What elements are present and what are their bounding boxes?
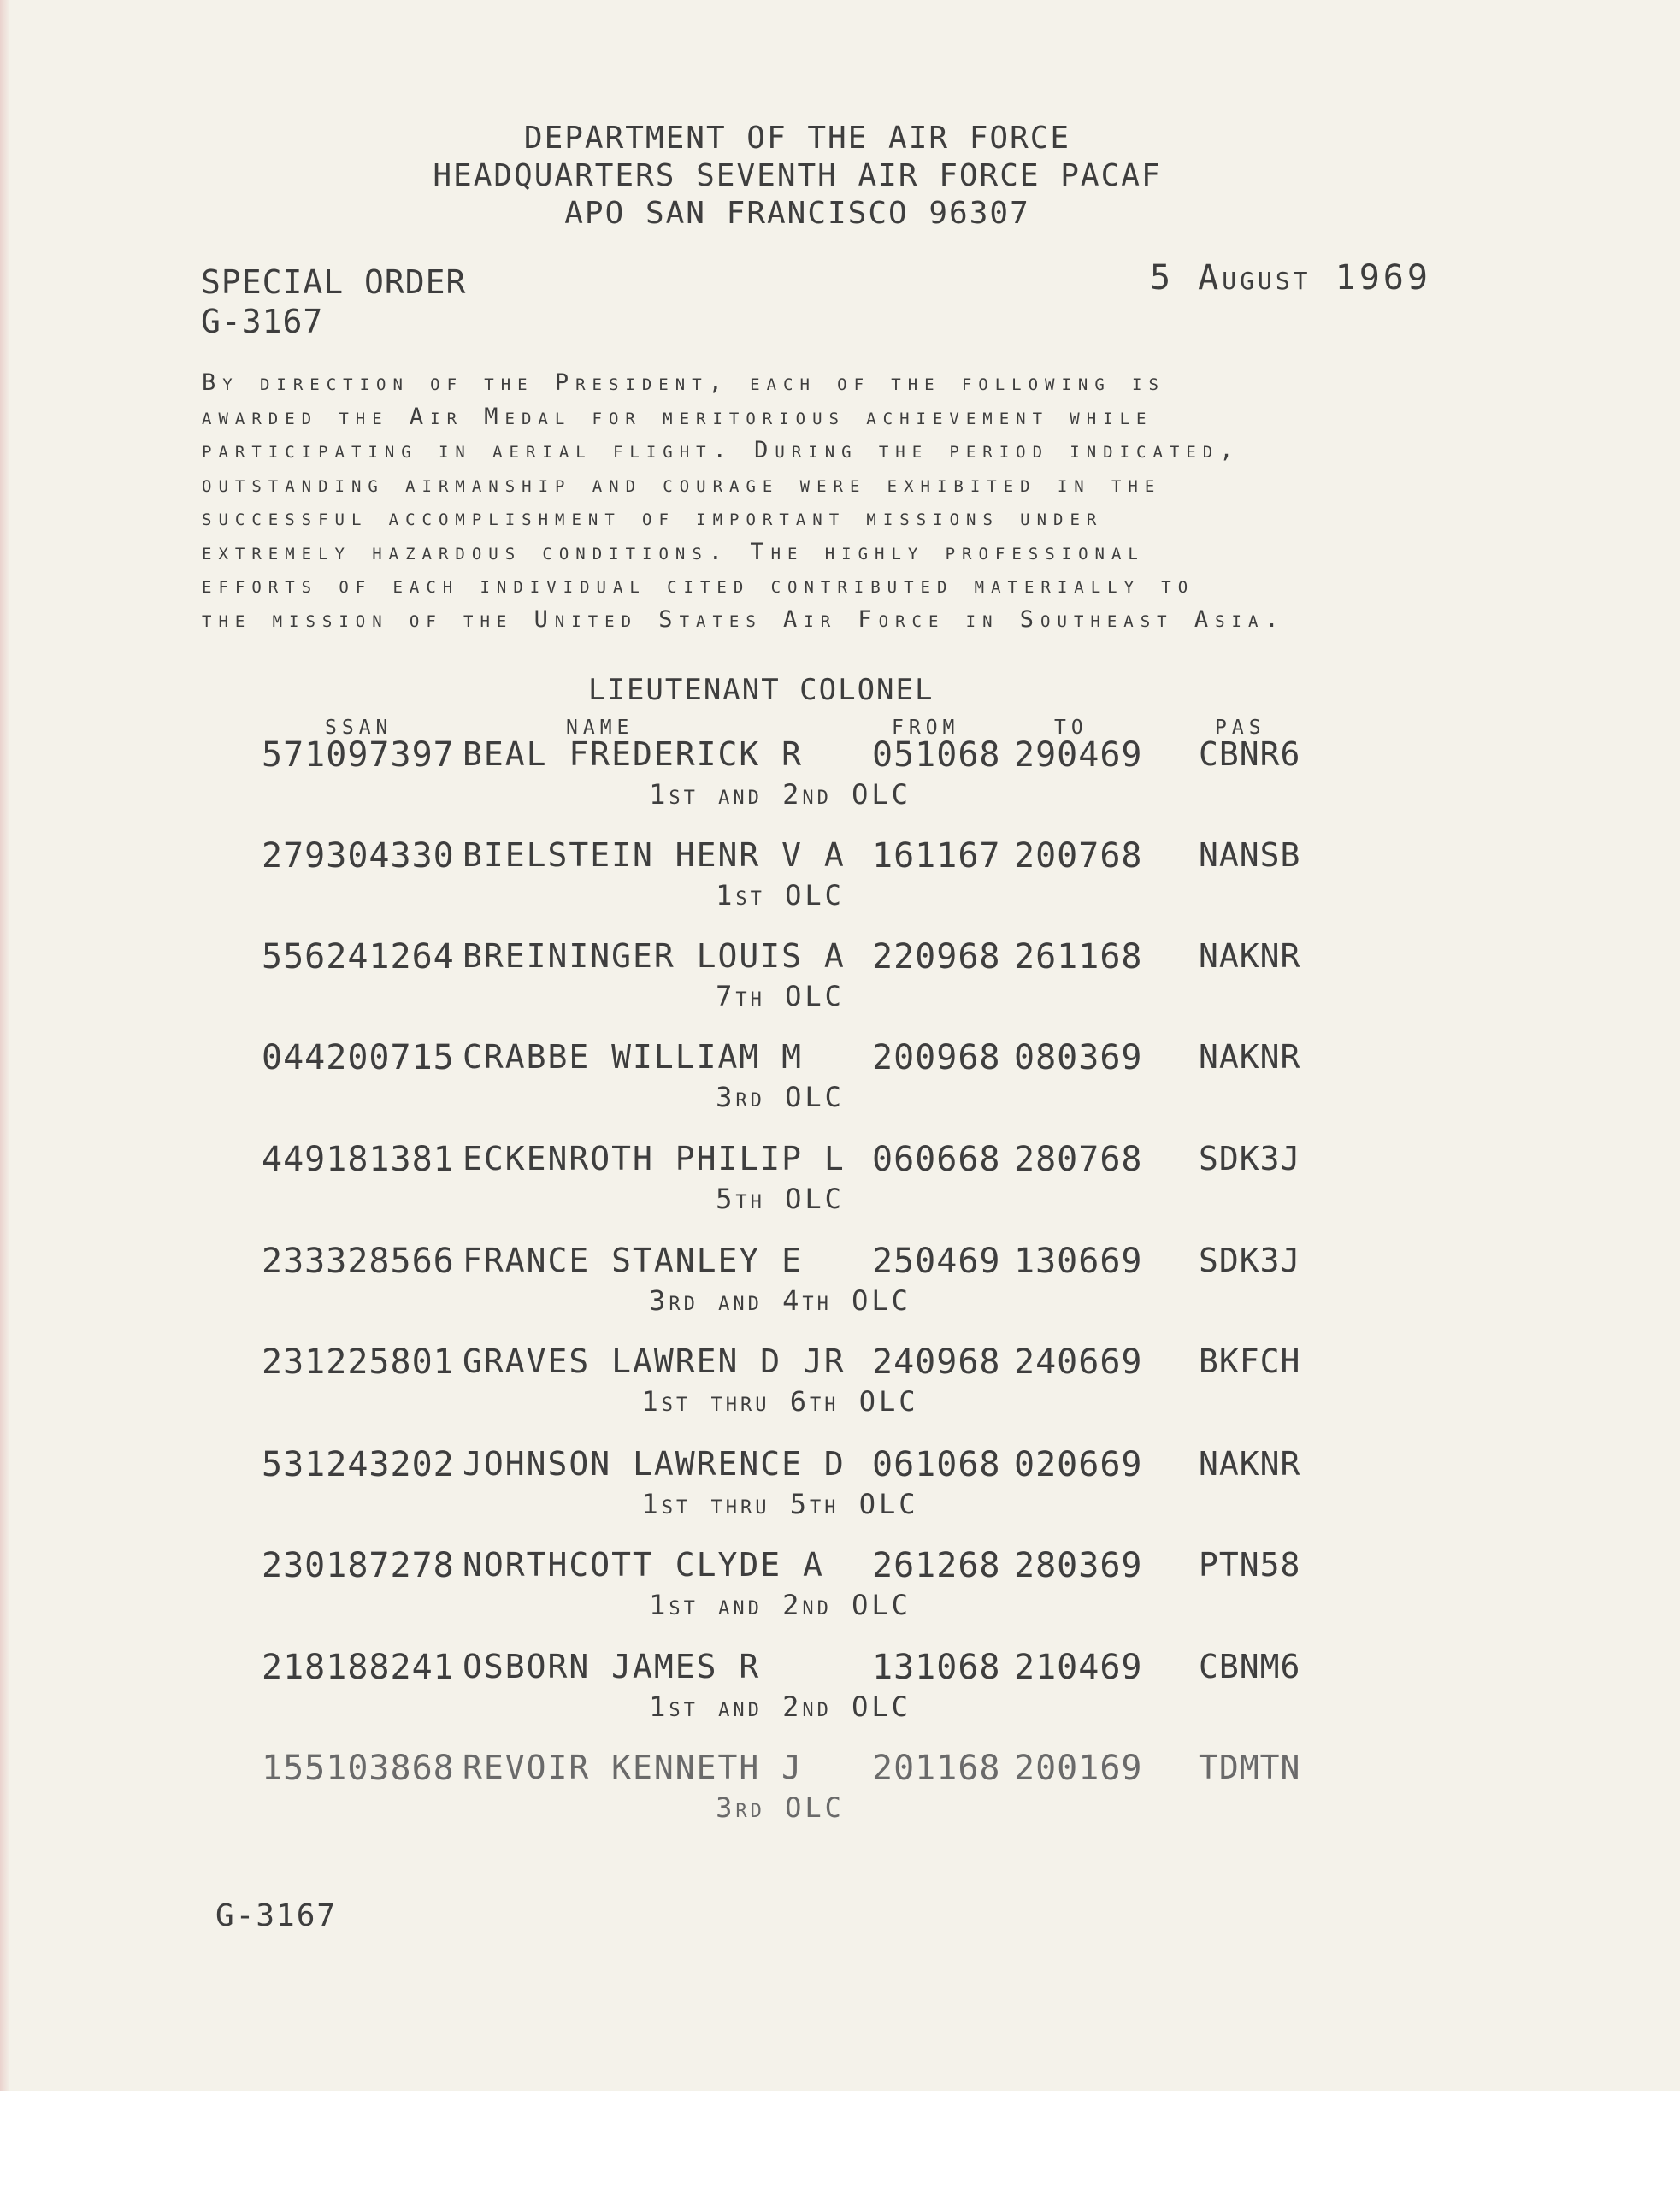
citation-line: extremely hazardous conditions. The highly professional: [202, 538, 1145, 565]
entry-olc: 1st and 2nd OLC: [649, 778, 911, 811]
entry-from: 220968: [872, 937, 1001, 976]
entry-olc: 3rd OLC: [716, 1081, 845, 1113]
citation-line: outstanding airmanship and courage were exhibited in the: [202, 470, 1162, 498]
entry-pas: NAKNR: [1199, 937, 1301, 975]
entry-name: BEAL FREDERICK R: [463, 735, 804, 773]
entry-pas: TDMTN: [1199, 1749, 1301, 1786]
awardee-entry: [0, 1140, 1680, 1234]
entry-from: 261268: [872, 1546, 1001, 1585]
entry-to: 210469: [1014, 1648, 1143, 1687]
awardee-entry: [0, 1445, 1680, 1539]
entry-to: 261168: [1014, 937, 1143, 976]
entry-pas: SDK3J: [1199, 1140, 1301, 1177]
entry-name: BIELSTEIN HENR V A: [463, 836, 846, 874]
entry-from: 240968: [872, 1342, 1001, 1382]
letterhead: [0, 120, 1637, 233]
citation-paragraph: [202, 366, 1484, 636]
citation-line: participating in aerial flight. During the period indicated,: [202, 437, 1241, 463]
column-header-pas: PAS: [1215, 717, 1266, 739]
letterhead-line: DEPARTMENT OF THE AIR FORCE: [523, 121, 1071, 156]
column-header-to: TO: [1054, 717, 1088, 739]
column-header-ssan: SSAN: [325, 717, 393, 739]
awardee-entry: [0, 735, 1680, 829]
entry-pas: NANSB: [1199, 836, 1301, 874]
entry-to: 200768: [1014, 836, 1143, 876]
grade-heading: LIEUTENANT COLONEL: [588, 673, 934, 707]
entry-name: NORTHCOTT CLYDE A: [463, 1546, 824, 1584]
entry-from: 051068: [872, 735, 1001, 775]
column-header-from: FROM: [892, 717, 960, 739]
entry-ssan: 449181381: [262, 1140, 455, 1179]
entry-name: BREININGER LOUIS A: [463, 937, 846, 975]
entry-name: CRABBE WILLIAM M: [463, 1038, 804, 1076]
entry-from: 131068: [872, 1648, 1001, 1687]
awardee-entry: [0, 1546, 1680, 1640]
entry-pas: NAKNR: [1199, 1445, 1301, 1483]
entry-name: ECKENROTH PHILIP L: [463, 1140, 846, 1177]
entry-to: 020669: [1014, 1445, 1143, 1484]
entry-ssan: 556241264: [262, 937, 455, 976]
entry-from: 250469: [872, 1242, 1001, 1281]
order-number: G-3167: [201, 303, 324, 340]
citation-line: the mission of the United States Air Force in Southeast Asia.: [202, 605, 1286, 633]
awardee-entry: [0, 1242, 1680, 1336]
footer-order-number: G-3167: [215, 1898, 338, 1933]
entry-olc: 3rd and 4th OLC: [649, 1284, 911, 1317]
awardee-entry: [0, 1038, 1680, 1132]
entry-pas: SDK3J: [1199, 1242, 1301, 1279]
entry-ssan: 230187278: [262, 1546, 455, 1585]
awardee-entry: [0, 937, 1680, 1031]
entry-to: 200169: [1014, 1749, 1143, 1788]
entry-name: OSBORN JAMES R: [463, 1648, 761, 1685]
entry-ssan: 044200715: [262, 1038, 455, 1077]
entry-olc: 1st OLC: [716, 879, 845, 912]
entry-olc: 1st and 2nd OLC: [649, 1690, 911, 1723]
awardee-entry: [0, 1749, 1680, 1843]
entry-ssan: 155103868: [262, 1749, 455, 1788]
entry-pas: NAKNR: [1199, 1038, 1301, 1076]
entry-pas: PTN58: [1199, 1546, 1301, 1584]
entry-ssan: 279304330: [262, 836, 455, 876]
entry-name: JOHNSON LAWRENCE D: [463, 1445, 846, 1483]
scan-margin: [0, 2091, 1680, 2189]
entry-name: FRANCE STANLEY E: [463, 1242, 804, 1279]
citation-line: awarded the Air Medal for meritorious achievement while: [202, 403, 1153, 430]
entry-ssan: 218188241: [262, 1648, 455, 1687]
awardee-entry: [0, 836, 1680, 930]
citation-line: By direction of the President, each of the following is: [202, 369, 1165, 396]
citation-line: efforts of each individual cited contributed materially to: [202, 572, 1195, 599]
order-label: SPECIAL ORDER: [201, 263, 467, 301]
entry-pas: CBNR6: [1199, 735, 1301, 773]
entry-to: 240669: [1014, 1342, 1143, 1382]
entry-ssan: 571097397: [262, 735, 455, 775]
entry-ssan: 531243202: [262, 1445, 455, 1484]
awardee-entry: [0, 1648, 1680, 1742]
column-header-name: NAME: [566, 717, 634, 739]
entry-to: 290469: [1014, 735, 1143, 775]
awardee-entry: [0, 1342, 1680, 1437]
entry-from: 060668: [872, 1140, 1001, 1179]
entry-from: 161167: [872, 836, 1001, 876]
entry-name: GRAVES LAWREN D JR: [463, 1342, 846, 1380]
entry-olc: 5th OLC: [716, 1183, 845, 1215]
entry-from: 061068: [872, 1445, 1001, 1484]
order-date: 5 August 1969: [1150, 258, 1431, 298]
letterhead-line: APO SAN FRANCISCO 96307: [564, 196, 1030, 231]
entry-ssan: 233328566: [262, 1242, 455, 1281]
entry-olc: 1st thru 6th OLC: [641, 1385, 919, 1418]
entry-olc: 1st and 2nd OLC: [649, 1589, 911, 1621]
entry-name: REVOIR KENNETH J: [463, 1749, 804, 1786]
entry-ssan: 231225801: [262, 1342, 455, 1382]
entry-to: 280768: [1014, 1140, 1143, 1179]
letterhead-line: HEADQUARTERS SEVENTH AIR FORCE PACAF: [433, 158, 1162, 193]
entry-pas: BKFCH: [1199, 1342, 1301, 1380]
entry-pas: CBNM6: [1199, 1648, 1301, 1685]
entry-to: 280369: [1014, 1546, 1143, 1585]
entry-olc: 7th OLC: [716, 980, 845, 1012]
citation-line: successful accomplishment of important missions under: [202, 504, 1104, 531]
entry-olc: 1st thru 5th OLC: [641, 1488, 919, 1520]
entry-from: 201168: [872, 1749, 1001, 1788]
entry-to: 130669: [1014, 1242, 1143, 1281]
entry-to: 080369: [1014, 1038, 1143, 1077]
entry-from: 200968: [872, 1038, 1001, 1077]
entry-olc: 3rd OLC: [716, 1791, 845, 1824]
